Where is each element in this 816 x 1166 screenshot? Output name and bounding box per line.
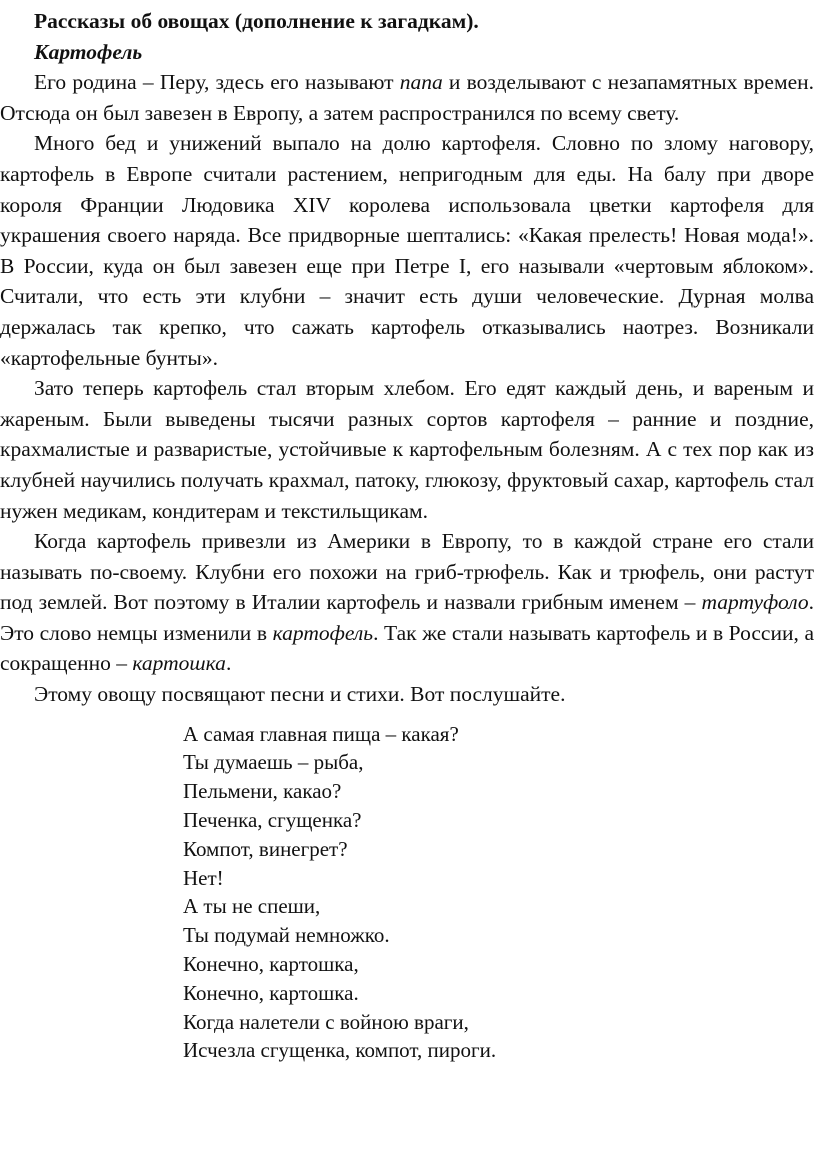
poem-line: А самая главная пища – какая?: [183, 721, 459, 746]
poem-line: Конечно, картошка,: [183, 952, 359, 977]
poem-line: Печенка, сгущенка?: [183, 808, 362, 833]
poem-line: Исчезла сгущенка, компот, пироги.: [183, 1038, 497, 1063]
poem-line: Ты думаешь – рыба,: [183, 750, 364, 775]
section-title: Картофель: [34, 39, 143, 64]
paragraph-name-text-1: Когда картофель привезли из Америки в Европу, то в каждой стране его стали называть по-своему. Клубни его похожи на гриб-трюфель. Как и трюфель, они растут под землей. Вот поэтому в Италии картофель и назвали грибным именем –: [0, 529, 814, 615]
paragraph-name-text-3: . Так же стали называть картофель и в России, а сокращенно –: [0, 620, 814, 676]
paragraph-history: Много бед и унижений выпало на долю картофеля. Словно по злому наговору, картофель в Европе считали растением, непригодным для еды. На балу при дворе короля Франции Людовика XIV королева использовала цветки картофеля для украшения своего наряда. Все придворные шептались: «Какая прелесть! Новая мода!». В России, куда он был завезен еще при Петре I, его называли «чертовым яблоком». Считали, что есть эти клубни – значит есть души человеческие. Дурная молва держалась так крепко, что сажать картофель отказывались наотрез. Возникали «картофельные бунты».: [0, 131, 814, 370]
poem-line: Нет!: [183, 865, 224, 890]
paragraph-origin-italic-papa: папа: [399, 70, 443, 95]
poem-line: Конечно, картошка.: [183, 980, 359, 1005]
paragraph-second-bread: Зато теперь картофель стал вторым хлебом. Его едят каждый день, и вареным и жареным. Были выведены тысячи разных сортов картофеля – ранние и поздние, крахмалистые и разваристые, устойчивые к картофельным болезням. А с тех пор как из клубней научились получать крахмал, патоку, глюкозу, фруктовый сахар, картофель стал нужен медикам, кондитерам и текстильщикам.: [0, 376, 814, 523]
document-title: Рассказы об овощах (дополнение к загадкам).: [34, 9, 479, 33]
italic-kartofel: картофель: [272, 620, 374, 645]
poem-line: Ты подумай немножко.: [183, 923, 390, 948]
poem: [183, 720, 814, 1066]
italic-kartoshka: картошка: [132, 651, 226, 676]
paragraph-name-text-2: . Это слово немцы изменили в: [0, 590, 814, 645]
paragraph-name-origin: [0, 526, 814, 679]
poem-line: Компот, винегрет?: [183, 836, 348, 861]
poem-line: Когда налетели с войною враги,: [183, 1009, 469, 1034]
paragraph-origin: [0, 67, 814, 128]
paragraph-origin-text-1: Его родина – Перу, здесь его называют: [34, 70, 400, 95]
poem-line: А ты не спеши,: [183, 894, 321, 919]
paragraph-name-text-4: .: [225, 651, 232, 676]
italic-tartufolo: тартуфоло: [701, 590, 809, 615]
paragraph-poem-intro: Этому овощу посвящают песни и стихи. Вот послушайте.: [34, 682, 566, 707]
paragraph-origin-text-2: и возделывают с незапамятных времен. Отсюда он был завезен в Европу, а затем распространился по всему свету.: [0, 70, 814, 125]
poem-line: Пельмени, какао?: [183, 779, 342, 804]
